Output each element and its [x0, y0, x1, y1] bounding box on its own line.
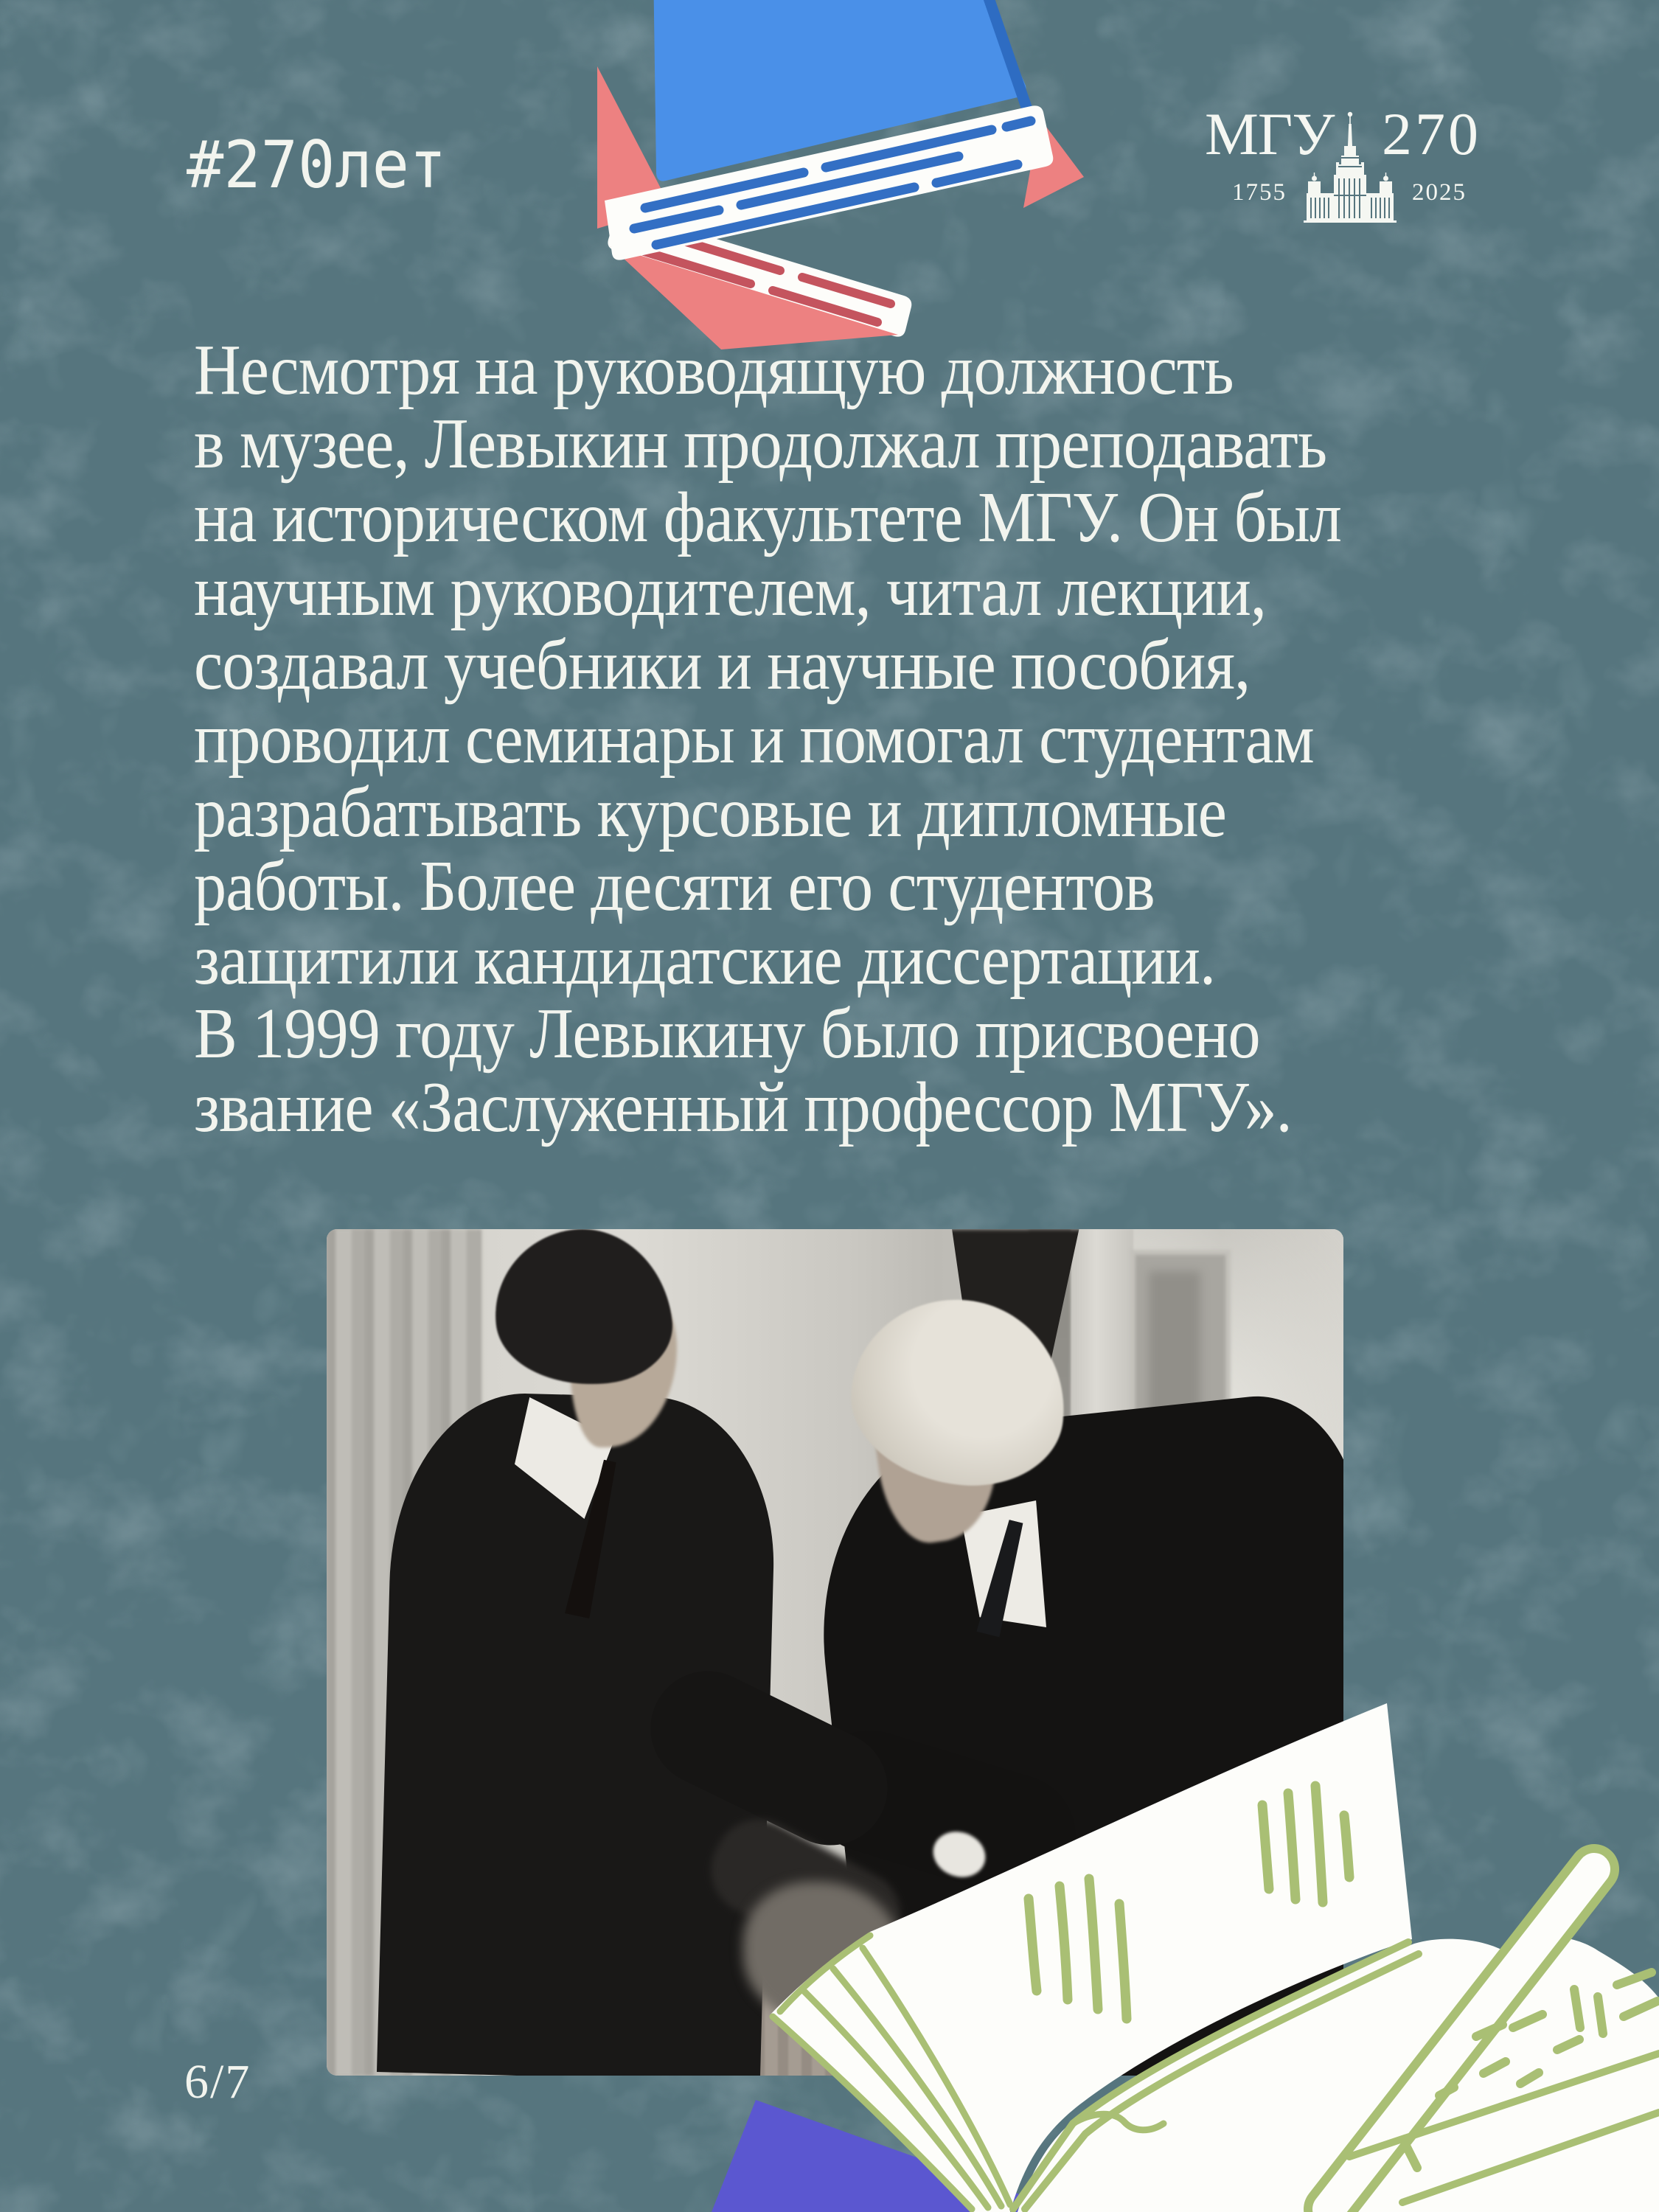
- article-line: защитили кандидатские диссертации.: [194, 920, 1216, 1000]
- hashtag: #270лет: [187, 127, 447, 203]
- logo-year-start: 1755: [1232, 179, 1287, 206]
- article-line: звание «Заслуженный профессор МГУ».: [194, 1068, 1292, 1147]
- article-line: проводил семинары и помогал студентам: [194, 699, 1314, 779]
- article-line: создавал учебники и научные пособия,: [194, 625, 1251, 705]
- article-line: Несмотря на руководящую должность: [194, 330, 1234, 410]
- article-line: на историческом факультете МГУ. Он был: [194, 478, 1341, 557]
- article-line: В 1999 году Левыкину было присвоено: [194, 994, 1260, 1074]
- article-line: научным руководителем, читал лекции,: [194, 552, 1267, 631]
- article-text: [194, 330, 1341, 1147]
- stacked-books-icon: [560, 0, 1106, 354]
- article-line: в музее, Левыкин продолжал преподавать: [194, 404, 1327, 484]
- logo-acronym: МГУ: [1205, 100, 1335, 167]
- article-line: разрабатывать курсовые и дипломные: [194, 773, 1226, 852]
- article-line: работы. Более десяти его студентов: [194, 846, 1155, 926]
- page-indicator: 6/7: [184, 2055, 251, 2109]
- msu-building-icon: [1304, 111, 1397, 223]
- open-book-icon: [700, 1681, 1659, 2212]
- msu-270-logo: [1194, 100, 1504, 232]
- logo-year-end: 2025: [1412, 179, 1467, 206]
- logo-anniversary: 270: [1382, 100, 1481, 167]
